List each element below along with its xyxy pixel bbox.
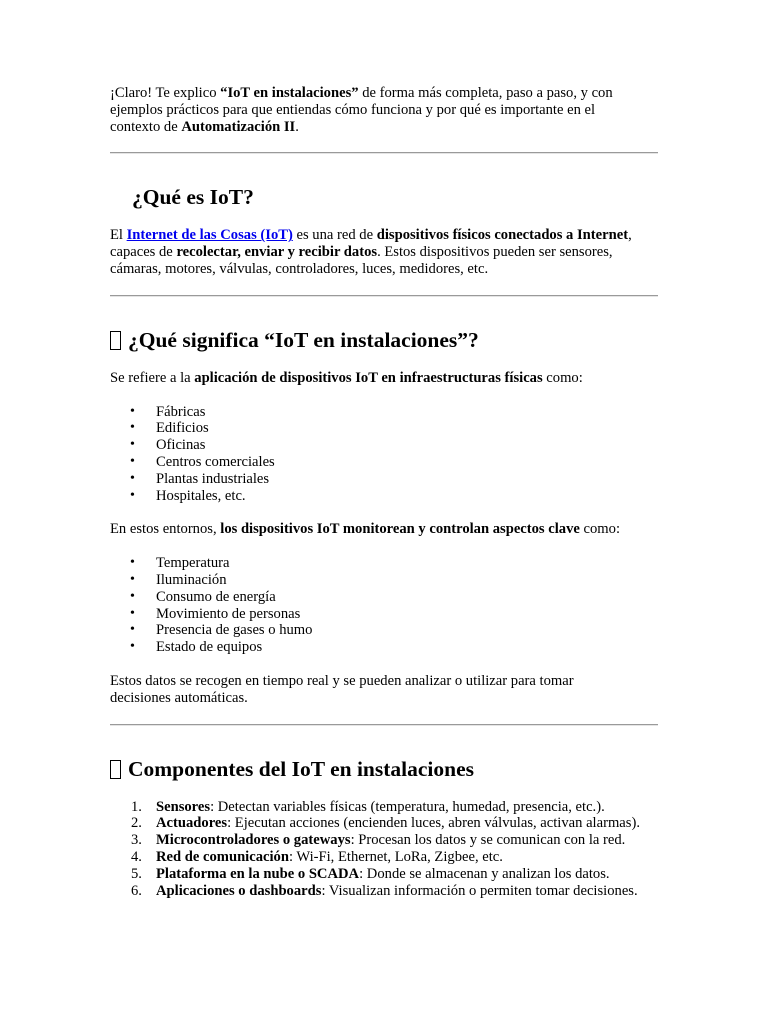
component-term: Sensores — [156, 798, 211, 815]
component-desc: : Detectan variables físicas (temperatura, humedad, presencia, etc.). — [210, 798, 605, 815]
intro-text: ¡Claro! Te explico — [110, 85, 221, 101]
section1-paragraph — [110, 227, 658, 277]
section-heading-componentes — [110, 756, 658, 782]
text: El — [110, 227, 127, 244]
heading-text: ¿Qué significa “IoT en instalaciones”? — [128, 327, 479, 352]
component-desc: : Visualizan información o permiten tomar decisiones. — [321, 882, 638, 899]
list-item: • Iluminación — [110, 572, 658, 589]
list-item: • Plantas industriales — [110, 471, 658, 488]
bold-text: dispositivos físicos conectados a Internet — [376, 227, 629, 244]
list-item: • Centros comerciales — [110, 454, 658, 471]
intro-paragraph — [110, 85, 630, 135]
component-desc: : Ejecutan acciones (encienden luces, abren válvulas, activan alarmas). — [227, 815, 640, 832]
list-item: • Presencia de gases o humo — [110, 622, 658, 639]
list-item: • Consumo de energía — [110, 589, 658, 606]
section-heading-iot-en-instalaciones — [110, 327, 658, 353]
bold-text: aplicación de dispositivos IoT en infraestructuras físicas — [194, 369, 543, 386]
list-item: • Edificios — [110, 420, 658, 437]
component-term: Aplicaciones o dashboards — [156, 882, 322, 899]
component-term: Actuadores — [156, 815, 228, 832]
list-item — [110, 815, 658, 832]
bold-text: recolectar, enviar y recibir datos — [176, 244, 378, 261]
component-term: Plataforma en la nube o SCADA — [156, 865, 360, 882]
list-number: 4. — [131, 848, 142, 865]
bold-text: los dispositivos IoT monitorean y controlan aspectos clave — [220, 521, 580, 538]
list-number: 2. — [131, 815, 142, 832]
text: Se refiere a la — [110, 369, 195, 386]
text: En estos entornos, — [110, 521, 221, 538]
component-desc: : Wi-Fi, Ethernet, LoRa, Zigbee, etc. — [288, 848, 503, 865]
heading-text: Componentes del IoT en instalaciones — [128, 756, 475, 781]
divider — [110, 152, 658, 154]
list-number: 1. — [131, 798, 142, 815]
monitored-aspects-list — [110, 555, 658, 656]
list-item — [110, 883, 658, 900]
list-item: • Hospitales, etc. — [110, 488, 658, 505]
section2-paragraph-3: Estos datos se recogen en tiempo real y se pueden analizar o utilizar para tomar decisiones automáticas. — [110, 672, 574, 706]
heading-text: ¿Qué es IoT? — [132, 185, 254, 210]
text: es una red de — [292, 227, 377, 244]
missing-glyph-icon — [110, 760, 121, 779]
divider — [110, 724, 658, 726]
list-item — [110, 799, 658, 816]
list-item: • Temperatura — [110, 555, 658, 572]
section2-paragraph-2 — [110, 521, 658, 538]
component-desc: : Procesan los datos y se comunican con la red. — [350, 832, 626, 849]
intro-text: de forma más completa, paso a paso, y con ejemplos prácticos para que entiendas cómo funciona y por qué es importante en el contexto de — [110, 85, 613, 135]
list-item: • Oficinas — [110, 437, 658, 454]
list-number: 3. — [131, 832, 142, 849]
text: , capaces de — [110, 227, 632, 261]
section-heading-que-es-iot — [110, 184, 658, 210]
components-list — [110, 799, 658, 900]
list-item: • Movimiento de personas — [110, 606, 658, 623]
list-item — [110, 849, 658, 866]
list-number: 5. — [131, 865, 142, 882]
document-content — [110, 85, 658, 899]
component-desc: : Donde se almacenan y analizan los datos. — [359, 865, 610, 882]
iot-wiki-link[interactable]: Internet de las Cosas (IoT) — [126, 227, 293, 244]
list-item — [110, 832, 658, 849]
list-item: • Estado de equipos — [110, 639, 658, 656]
list-number: 6. — [131, 882, 142, 899]
intro-bold-course: Automatización II — [181, 118, 296, 135]
list-item: • Fábricas — [110, 404, 658, 421]
intro-text: . — [295, 118, 299, 135]
component-term: Red de comunicación — [156, 848, 289, 865]
intro-bold-topic: “IoT en instalaciones” — [220, 85, 359, 101]
text: como: — [579, 521, 621, 538]
divider — [110, 295, 658, 297]
facilities-list — [110, 404, 658, 505]
list-item — [110, 866, 658, 883]
section2-paragraph-1 — [110, 370, 658, 387]
text: . Estos dispositivos pueden ser sensores, cámaras, motores, válvulas, controladores, luces, medidores, etc. — [110, 244, 613, 277]
component-term: Microcontroladores o gateways — [156, 832, 351, 849]
missing-glyph-icon — [110, 331, 121, 350]
text: como: — [542, 369, 583, 386]
